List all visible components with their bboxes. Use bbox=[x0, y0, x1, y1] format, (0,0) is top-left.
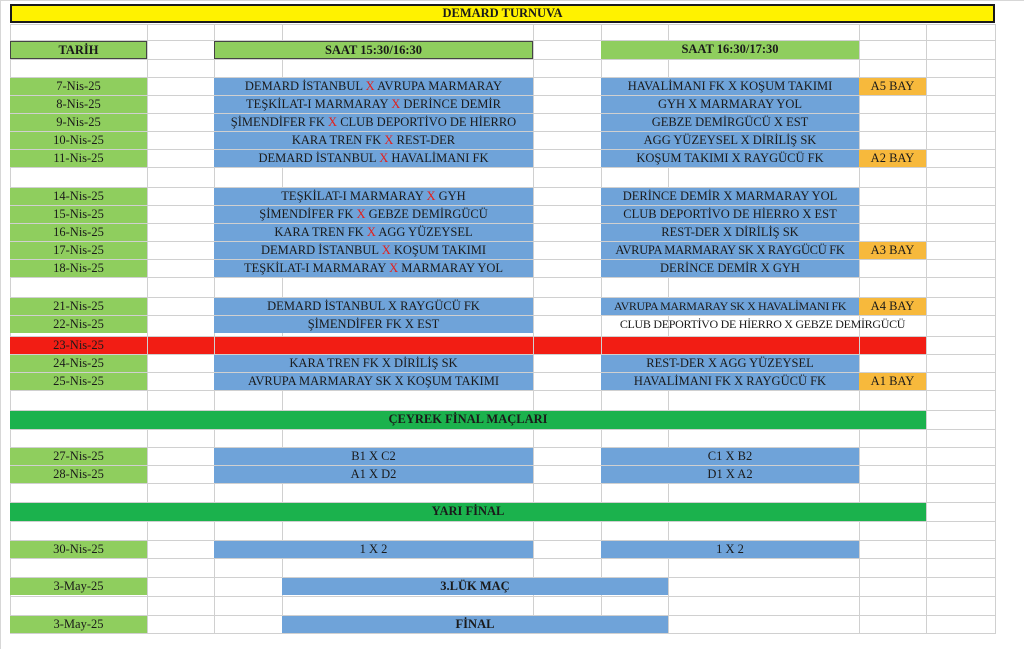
match-slot1: KARA TREN FK X DİRİLİŞ SK bbox=[214, 355, 533, 372]
match-slot1: B1 X C2 bbox=[214, 448, 533, 465]
holiday-cell bbox=[215, 337, 533, 354]
date-cell: 22-Nis-25 bbox=[10, 316, 147, 333]
holiday-cell bbox=[534, 337, 601, 354]
date-cell: 17-Nis-25 bbox=[10, 242, 147, 259]
match-slot2: AGG YÜZEYSEL X DİRİLİŞ SK bbox=[601, 132, 859, 149]
match-slot1: KARA TREN FK X REST-DER bbox=[214, 132, 533, 149]
match-slot1: TEŞKİLAT-I MARMARAY X DERİNCE DEMİR bbox=[214, 96, 533, 113]
grid-line bbox=[10, 558, 995, 559]
date-cell: 21-Nis-25 bbox=[10, 298, 147, 315]
date-cell: 3-May-25 bbox=[10, 616, 147, 633]
date-cell: 15-Nis-25 bbox=[10, 206, 147, 223]
match-slot1: DEMARD İSTANBUL X HAVALİMANI FK bbox=[214, 150, 533, 167]
match-slot2: HAVALİMANI FK X KOŞUM TAKIMI bbox=[601, 78, 859, 95]
match-slot2: KOŞUM TAKIMI X RAYGÜCÜ FK bbox=[601, 150, 859, 167]
quarter-final-banner: ÇEYREK FİNAL MAÇLARI bbox=[10, 411, 926, 429]
grid-line bbox=[10, 24, 995, 25]
sheet-title: DEMARD TURNUVA bbox=[10, 4, 995, 23]
date-cell: 24-Nis-25 bbox=[10, 355, 147, 372]
grid-line bbox=[10, 277, 995, 278]
grid-line bbox=[10, 429, 995, 430]
grid-line bbox=[10, 633, 995, 634]
bay-cell: A2 BAY bbox=[859, 150, 926, 167]
match-slot1: TEŞKİLAT-I MARMARAY X MARMARAY YOL bbox=[214, 260, 533, 277]
match-slot2: AVRUPA MARMARAY SK X HAVALİMANI FK bbox=[601, 298, 859, 315]
match-slot2: GYH X MARMARAY YOL bbox=[601, 96, 859, 113]
match-slot1: ŞİMENDİFER FK X GEBZE DEMİRGÜCÜ bbox=[214, 206, 533, 223]
match-slot1: TEŞKİLAT-I MARMARAY X GYH bbox=[214, 188, 533, 205]
match-slot1: DEMARD İSTANBUL X RAYGÜCÜ FK bbox=[214, 298, 533, 315]
grid-line bbox=[995, 24, 996, 634]
match-slot1: 1 X 2 bbox=[214, 541, 533, 558]
match-slot1: AVRUPA MARMARAY SK X KOŞUM TAKIMI bbox=[214, 373, 533, 390]
third-place-match: 3.LÜK MAÇ bbox=[282, 578, 668, 595]
date-cell: 30-Nis-25 bbox=[10, 541, 147, 558]
match-slot1: A1 X D2 bbox=[214, 466, 533, 483]
date-cell: 7-Nis-25 bbox=[10, 78, 147, 95]
date-cell: 3-May-25 bbox=[10, 578, 147, 595]
holiday-cell bbox=[602, 337, 859, 354]
match-slot1: ŞİMENDİFER FK X EST bbox=[214, 316, 533, 333]
match-slot2: C1 X B2 bbox=[601, 448, 859, 465]
grid-line bbox=[147, 24, 148, 634]
date-cell: 11-Nis-25 bbox=[10, 150, 147, 167]
date-cell: 8-Nis-25 bbox=[10, 96, 147, 113]
match-slot1: DEMARD İSTANBUL X KOŞUM TAKIMI bbox=[214, 242, 533, 259]
date-cell: 9-Nis-25 bbox=[10, 114, 147, 131]
header-slot2: SAAT 16:30/17:30 bbox=[601, 41, 859, 59]
match-slot2: 1 X 2 bbox=[601, 541, 859, 558]
grid-line bbox=[10, 596, 995, 597]
date-cell: 28-Nis-25 bbox=[10, 466, 147, 483]
header-date: TARİH bbox=[10, 41, 147, 59]
match-slot2: CLUB DEPORTİVO DE HİERRO X GEBZE DEMİRGÜCÜ bbox=[619, 317, 906, 331]
date-cell: 14-Nis-25 bbox=[10, 188, 147, 205]
holiday-cell bbox=[860, 337, 926, 354]
match-slot2: DERİNCE DEMİR X MARMARAY YOL bbox=[601, 188, 859, 205]
match-slot2: GEBZE DEMİRGÜCÜ X EST bbox=[601, 114, 859, 131]
holiday-cell bbox=[148, 337, 214, 354]
grid-line bbox=[533, 24, 534, 634]
final-match: FİNAL bbox=[282, 616, 668, 633]
match-slot2: REST-DER X DİRİLİŞ SK bbox=[601, 224, 859, 241]
header-slot1: SAAT 15:30/16:30 bbox=[214, 41, 533, 59]
grid-line bbox=[10, 521, 995, 522]
match-slot2: REST-DER X AGG YÜZEYSEL bbox=[601, 355, 859, 372]
match-slot2: DERİNCE DEMİR X GYH bbox=[601, 260, 859, 277]
bay-cell: A1 BAY bbox=[859, 373, 926, 390]
match-slot1: ŞİMENDİFER FK X CLUB DEPORTİVO DE HİERRO bbox=[214, 114, 533, 131]
match-slot2: AVRUPA MARMARAY SK X RAYGÜCÜ FK bbox=[601, 242, 859, 259]
date-cell: 27-Nis-25 bbox=[10, 448, 147, 465]
date-cell-holiday: 23-Nis-25 bbox=[10, 337, 147, 354]
date-cell: 10-Nis-25 bbox=[10, 132, 147, 149]
match-slot1: DEMARD İSTANBUL X AVRUPA MARMARAY bbox=[214, 78, 533, 95]
bay-cell: A5 BAY bbox=[859, 78, 926, 95]
grid-line bbox=[10, 390, 995, 391]
semi-final-banner: YARI FİNAL bbox=[10, 503, 926, 521]
grid-line bbox=[10, 483, 995, 484]
grid-line bbox=[10, 167, 995, 168]
bay-cell: A4 BAY bbox=[859, 298, 926, 315]
bay-cell: A3 BAY bbox=[859, 242, 926, 259]
match-slot2: D1 X A2 bbox=[601, 466, 859, 483]
date-cell: 25-Nis-25 bbox=[10, 373, 147, 390]
grid-line bbox=[10, 59, 995, 60]
date-cell: 18-Nis-25 bbox=[10, 260, 147, 277]
match-slot2: CLUB DEPORTİVO DE HİERRO X EST bbox=[601, 206, 859, 223]
match-slot2: HAVALİMANI FK X RAYGÜCÜ FK bbox=[601, 373, 859, 390]
date-cell: 16-Nis-25 bbox=[10, 224, 147, 241]
match-slot1: KARA TREN FK X AGG YÜZEYSEL bbox=[214, 224, 533, 241]
